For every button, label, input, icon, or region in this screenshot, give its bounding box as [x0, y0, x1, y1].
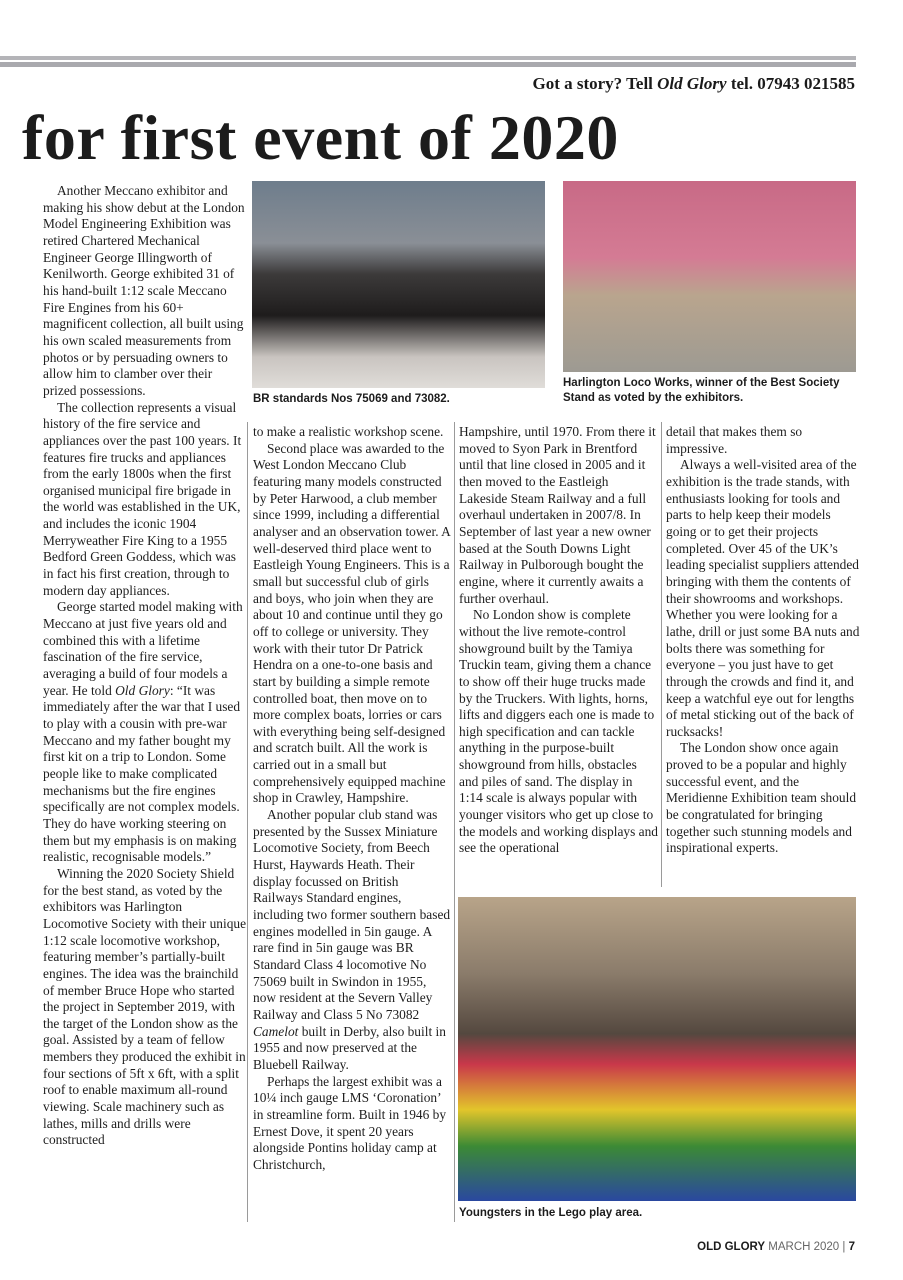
page-number: 7: [848, 1241, 855, 1253]
text: George started model making with Meccano at just five years old and combined this with a lifetime fascination of the fire service, averaging a build of four models a year. He told: [43, 599, 243, 698]
paragraph: No London show is complete without the live remote-control showground built by the Tamiya Truckin team, giving them a chance to show off their huge trucks made by the Truckers. With lights, horns, lifts and diggers each one is made to high specification and can tackle anything in the purpose-built showground from hills, obstacles and piles of sand. The display in 1:14 scale is always popular with younger visitors who get up close to the models and working displays and see the operational: [459, 607, 658, 856]
page-footer: [697, 1241, 855, 1253]
column-divider: [454, 422, 455, 1222]
paragraph: detail that makes them so impressive.: [666, 424, 803, 456]
italic-text: Old Glory: [115, 682, 170, 698]
photo-harlington-loco-works: [563, 181, 856, 372]
article-column-2: [253, 424, 451, 1174]
article-column-1: [43, 183, 247, 1149]
footer-magazine: OLD GLORY: [697, 1241, 766, 1253]
top-rule-thick: [0, 62, 856, 67]
text: built in Derby, also built in 1955 and now preserved at the Bluebell Railway.: [253, 1023, 446, 1072]
photo-lego-play-area: [458, 897, 856, 1201]
story-tagline: [532, 74, 855, 94]
tagline-phone: tel. 07943 021585: [726, 74, 855, 93]
article-column-3: [459, 424, 659, 857]
paragraph: The London show once again proved to be a popular and highly successful event, and the Meridienne Exhibition team should be congratulated for bringing together such stunning models and inspirational experts.: [666, 740, 857, 856]
paragraph: to make a realistic workshop scene.: [253, 424, 444, 439]
paragraph: Another Meccano exhibitor and making his show debut at the London Model Engineering Exhibition was retired Chartered Mechanical Engineer George Illingworth of Kenilworth. George exhibited 31 of his hand-built 1:12 scale Meccano Fire Engines from his 60+ magnificent collection, all built using his own scaled measurements from photos or by persuading owners to allow him to clamber over their prized possessions.: [43, 183, 245, 398]
paragraph: Winning the 2020 Society Shield for the best stand, as voted by the exhibitors was Harlington Locomotive Society with their unique 1:12 scale locomotive workshop, featuring member’s partially-built engines. The idea was the brainchild of member Bruce Hope who started the project in September 2019, with the target of the London show as the goal. Assisted by a team of fellow members they produced the exhibit in four sections of 5ft x 6ft, with a split roof to enable maximum all-round viewing. Scale machinery such as lathes, mills and drills were constructed: [43, 865, 247, 1148]
photo-br-standards: [252, 181, 545, 388]
italic-text: Camelot: [253, 1023, 299, 1039]
paragraph: Always a well-visited area of the exhibition is the trade stands, with enthusiasts looking for tools and parts to help keep their models going or to get their projects completed. Over 45 of the UK’s leading specialist suppliers attended bringing with them the contents of their showrooms and workshops. Whether you were looking for a lathe, drill or just some BA nuts and bolts there was something for everyone – you just have to get through the crowds and find it, and keep a watchful eye out for lengths of metal sticking out of the back of rucksacks!: [666, 457, 860, 739]
paragraph: [43, 599, 247, 866]
paragraph: Perhaps the largest exhibit was a 10¼ inch gauge LMS ‘Coronation’ in streamline form. Built in 1946 by Ernest Dove, it spent 20 years alongside Pontins holiday camp at Christchurch,: [253, 1073, 447, 1172]
article-column-4: [666, 424, 861, 857]
text: Another popular club stand was presented by the Sussex Miniature Locomotive Society, from Beech Hurst, Haywards Heath. Their display focussed on British Railways Standard engines, including two former southern based engines modelled in 5in gauge. A rare find in 5in gauge was BR Standard Class 4 locomotive No 75069 built in Swindon in 1955, now resident at the Severn Valley Railway and Class 5 No 73082: [253, 807, 451, 1022]
photo-caption: Youngsters in the Lego play area.: [459, 1207, 643, 1219]
paragraph: The collection represents a visual history of the fire service and appliances over the past 100 years. It features fire trucks and appliances from the early 1800s when the first organised municipal fire brigade in the world was established in the UK, and includes the iconic 1904 Merryweather Fire King to a 1955 Bedford Green Goddess, which was in fact his first creation, through to modern day appliances.: [43, 399, 242, 598]
footer-issue: MARCH 2020: [765, 1241, 840, 1253]
paragraph: [253, 807, 451, 1074]
paragraph: Second place was awarded to the West London Meccano Club featuring many models constructed by Peter Harwood, a club member since 1999, including a differential analyser and an observation tower. A well-deserved third place went to Eastleigh Young Engineers. This is a small but successful club of girls and boys, who join when they are about 10 and continue until they go off to college or university. They work with their tutor Dr Patrick Hendra on a one-to-one basis and start by building a simple remote controlled boat, then move on to more complex boats, lorries or cars with everything being self-designed and scratch built. All the work is carried out in a small but comprehensively equipped machine shop in Crawley, Hampshire.: [253, 440, 451, 806]
paragraph: Hampshire, until 1970. From there it moved to Syon Park in Brentford until that line closed in 2005 and it then moved to the Eastleigh Lakeside Steam Railway and a full overhaul undertaken in 2007/8. In September of last year a new owner based at the South Downs Light Railway in Pulborough bought the engine, where it currently awaits a further overhaul.: [459, 424, 656, 606]
photo-caption: BR standards Nos 75069 and 73082.: [253, 393, 450, 405]
photo-caption: Harlington Loco Works, winner of the Best Society Stand as voted by the exhibitors.: [563, 377, 840, 404]
column-divider: [661, 422, 662, 887]
tagline-prefix: Got a story? Tell: [532, 74, 658, 93]
top-rule: [0, 56, 856, 60]
tagline-magazine: Old Glory: [657, 74, 727, 93]
footer-separator: |: [839, 1241, 849, 1253]
text: : “It was immediately after the war that I used to play with a cousin with pre-war Meccano and my father bought my first kit on a trip to London. Some people like to make complicated mechanisms but the fire engines specifically are not complex models. They do have working steering on them but my emphasis is on making realistic, recognisable models.”: [43, 682, 241, 865]
headline: for first event of 2020: [22, 102, 619, 173]
column-divider: [247, 422, 248, 1222]
